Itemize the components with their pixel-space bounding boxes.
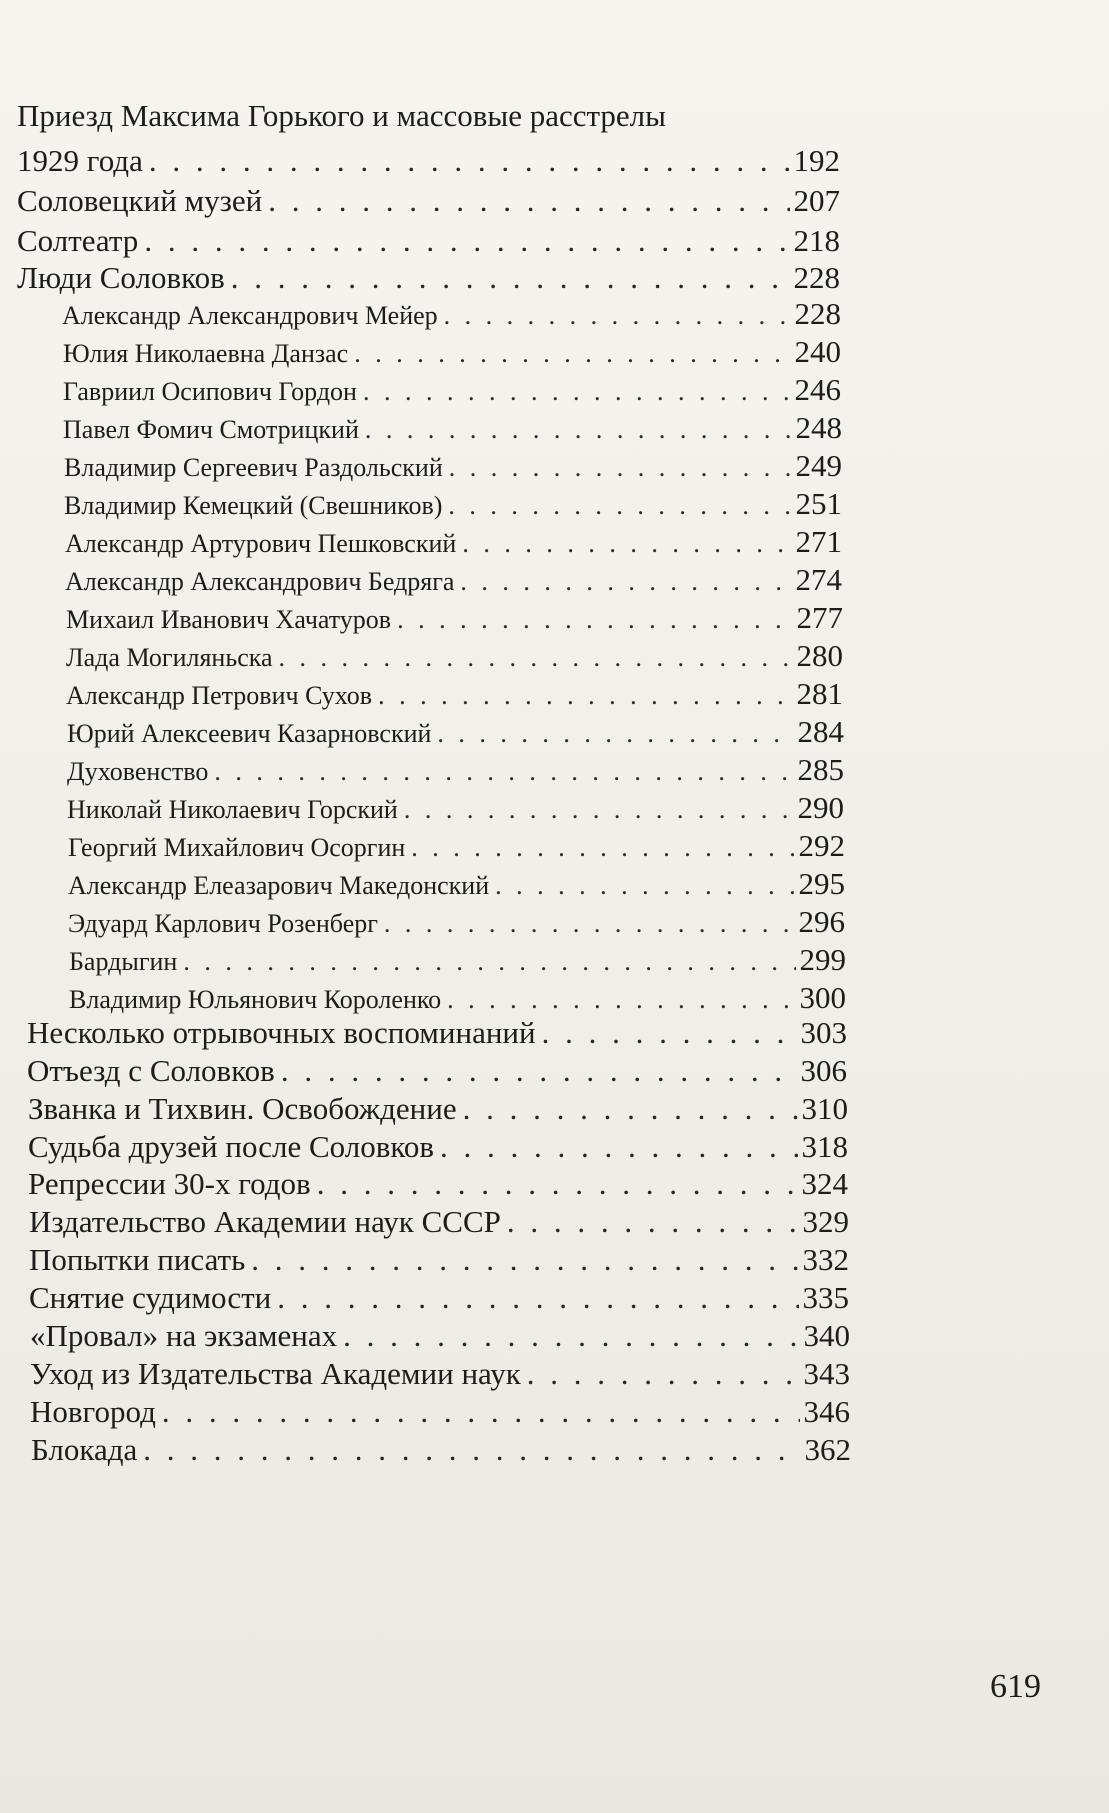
toc-entry-page: 277 [796, 600, 843, 635]
toc-entry [29, 1206, 849, 1237]
toc-entry-title: Александр Александрович Мейер [62, 301, 438, 330]
toc-entry-title: Судьба друзей после Соловков [28, 1129, 434, 1164]
dot-leader [460, 569, 791, 595]
toc-entry-title: Владимир Сергеевич Раздольский [64, 453, 443, 482]
dot-leader [354, 341, 790, 367]
toc-subentry [67, 716, 844, 747]
toc-entry-title: Репрессии 30-х годов [28, 1166, 311, 1201]
toc-entry-page: 280 [796, 638, 843, 673]
toc-subentry [63, 374, 841, 405]
toc-entry-page: 228 [793, 260, 840, 295]
toc-entry-page: 295 [798, 866, 845, 901]
toc-subentry [65, 564, 842, 595]
toc-entry [30, 1320, 850, 1351]
toc-entry-title: Юрий Алексеевич Казарновский [67, 719, 432, 748]
toc-entry-page: 343 [803, 1356, 850, 1391]
toc-entry [30, 1358, 850, 1389]
toc-entry-page: 306 [800, 1053, 847, 1088]
toc-entry-title: Люди Соловков [17, 260, 225, 295]
dot-leader [149, 145, 790, 176]
toc-subentry [66, 678, 843, 709]
toc-entry-title: Александр Артурович Пешковский [65, 529, 457, 558]
dot-leader [343, 1320, 799, 1351]
toc-entry-title: Уход из Издательства Академии наук [30, 1356, 521, 1391]
dot-leader [183, 949, 795, 975]
dot-leader [448, 493, 791, 519]
dot-leader [447, 987, 795, 1013]
toc-entry-title: Снятие судимости [29, 1280, 272, 1315]
toc-entry-page: 271 [795, 524, 842, 559]
toc-entry-page: 248 [795, 410, 842, 445]
toc-entry-title: Блокада [31, 1432, 138, 1467]
toc-entry-title: Лада Могиляньска [66, 643, 273, 672]
toc-entry-page: 207 [793, 183, 840, 218]
toc-entry-page: 324 [801, 1166, 848, 1201]
toc-entry-page: 299 [799, 942, 846, 977]
toc-subentry [62, 298, 841, 329]
toc-entry-title: «Провал» на экзаменах [30, 1318, 338, 1353]
dot-leader [437, 721, 793, 747]
toc-entry-title: Александр Петрович Сухов [66, 681, 373, 710]
toc-entry-title-continued: Приезд Максима Горького и массовые расстрелы [17, 98, 666, 133]
dot-leader [411, 835, 794, 861]
toc-entry-title: Духовенство [67, 757, 209, 786]
toc-entry-title: Михаил Иванович Хачатуров [66, 605, 392, 634]
dot-leader [404, 797, 794, 823]
dot-leader [449, 455, 792, 481]
dot-leader [231, 262, 790, 293]
dot-leader [214, 759, 793, 785]
dot-leader [444, 303, 791, 329]
dot-leader [378, 683, 792, 709]
toc-entry-title: Новгород [30, 1394, 156, 1429]
dot-leader [281, 1055, 797, 1086]
toc-entry-title: Званка и Тихвин. Освобождение [28, 1091, 457, 1126]
dot-leader [384, 911, 795, 937]
toc-entry-title: Соловецкий музей [17, 183, 263, 218]
toc-entry [30, 1396, 850, 1427]
toc-subentry [66, 602, 843, 633]
dot-leader [363, 379, 791, 405]
dot-leader [440, 1131, 798, 1162]
toc-subentry [67, 754, 844, 785]
toc-entry [28, 1168, 848, 1199]
toc-entry-page: 310 [801, 1091, 848, 1126]
toc-entry-page: 251 [795, 486, 842, 521]
toc-entry [17, 145, 840, 176]
toc-entry-page: 340 [803, 1318, 850, 1353]
toc-entry-title: Павел Фомич Смотрицкий [63, 415, 359, 444]
toc-entry-page: 346 [803, 1394, 850, 1429]
toc-entry [17, 185, 840, 216]
toc-entry-title: Издательство Академии наук СССР [29, 1204, 501, 1239]
toc-subentry [68, 906, 845, 937]
toc-subentry [63, 412, 842, 443]
toc-entry-page: 292 [798, 828, 845, 863]
toc-subentry [64, 450, 842, 481]
toc-subentry [68, 830, 845, 861]
toc-entry [29, 1282, 849, 1313]
toc-entry-page: 290 [797, 790, 844, 825]
toc-entry-page: 246 [794, 372, 841, 407]
toc-entry-title: Отъезд с Соловков [27, 1053, 275, 1088]
dot-leader [462, 531, 791, 557]
toc-entry-page: 303 [800, 1015, 847, 1050]
toc-entry-page: 274 [795, 562, 842, 597]
toc-entry [27, 1017, 847, 1048]
toc-subentry [67, 792, 844, 823]
toc-subentry [63, 336, 841, 367]
toc-entry-page: 285 [797, 752, 844, 787]
toc-entry-page: 362 [804, 1432, 851, 1467]
toc-entry [27, 1055, 847, 1086]
toc-entry-title: Эдуард Карлович Розенберг [68, 909, 378, 938]
dot-leader [527, 1358, 800, 1389]
page-number: 619 [990, 1668, 1041, 1705]
toc-subentry [66, 640, 843, 671]
dot-leader [365, 417, 792, 443]
toc-entry-page: 332 [802, 1242, 849, 1277]
toc-entry [17, 262, 840, 293]
toc-entry-page: 192 [793, 143, 840, 178]
dot-leader [317, 1168, 798, 1199]
toc-entry-page: 240 [794, 334, 841, 369]
toc-subentry [65, 526, 842, 557]
toc-entry-title: Александр Александрович Бедряга [65, 567, 455, 596]
toc-entry-title: Николай Николаевич Горский [67, 795, 398, 824]
toc-entry-title: Попытки писать [29, 1242, 246, 1277]
toc-entry-page: 335 [802, 1280, 849, 1315]
toc-entry-page: 284 [797, 714, 844, 749]
toc-entry [31, 1434, 851, 1465]
toc-entry-title: Владимир Кемецкий (Свешников) [64, 491, 443, 520]
toc-entry-page: 318 [801, 1129, 848, 1164]
dot-leader [251, 1244, 798, 1275]
toc-entry [28, 1131, 848, 1162]
toc-entry-page: 249 [795, 448, 842, 483]
dot-leader [542, 1017, 797, 1048]
toc-entry-page: 329 [802, 1204, 849, 1239]
toc-entry-title: Бардыгин [69, 947, 178, 976]
toc-subentry [64, 488, 842, 519]
dot-leader [463, 1093, 798, 1124]
dot-leader [144, 225, 789, 256]
toc-subentry [69, 982, 846, 1013]
toc-entry-title: Александр Елеазарович Македонский [68, 871, 490, 900]
toc-entry [17, 225, 840, 256]
toc-entry-page: 281 [796, 676, 843, 711]
toc-entry-page: 228 [794, 296, 841, 331]
toc-entry-title: Владимир Юльянович Короленко [69, 985, 442, 1014]
toc-entry [28, 1093, 848, 1124]
toc-entry-title: Георгий Михайлович Осоргин [68, 833, 406, 862]
dot-leader [143, 1434, 800, 1465]
toc-entry-title: Несколько отрывочных воспоминаний [27, 1015, 536, 1050]
toc-entry-title: 1929 года [17, 143, 143, 178]
toc-subentry [68, 868, 845, 899]
dot-leader [268, 185, 789, 216]
dot-leader [162, 1396, 800, 1427]
toc-subentry [69, 944, 846, 975]
dot-leader [507, 1206, 799, 1237]
toc-entry-title: Солтеатр [17, 223, 139, 258]
toc-entry-page: 300 [799, 980, 846, 1015]
toc-entry [29, 1244, 849, 1275]
toc-entry-title: Юлия Николаевна Данзас [63, 339, 349, 368]
dot-leader [495, 873, 794, 899]
dot-leader [279, 645, 793, 671]
toc-entry-title: Гавриил Осипович Гордон [63, 377, 357, 406]
dot-leader [277, 1282, 798, 1313]
toc-entry-page: 296 [798, 904, 845, 939]
toc-entry-page: 218 [793, 223, 840, 258]
dot-leader [397, 607, 792, 633]
